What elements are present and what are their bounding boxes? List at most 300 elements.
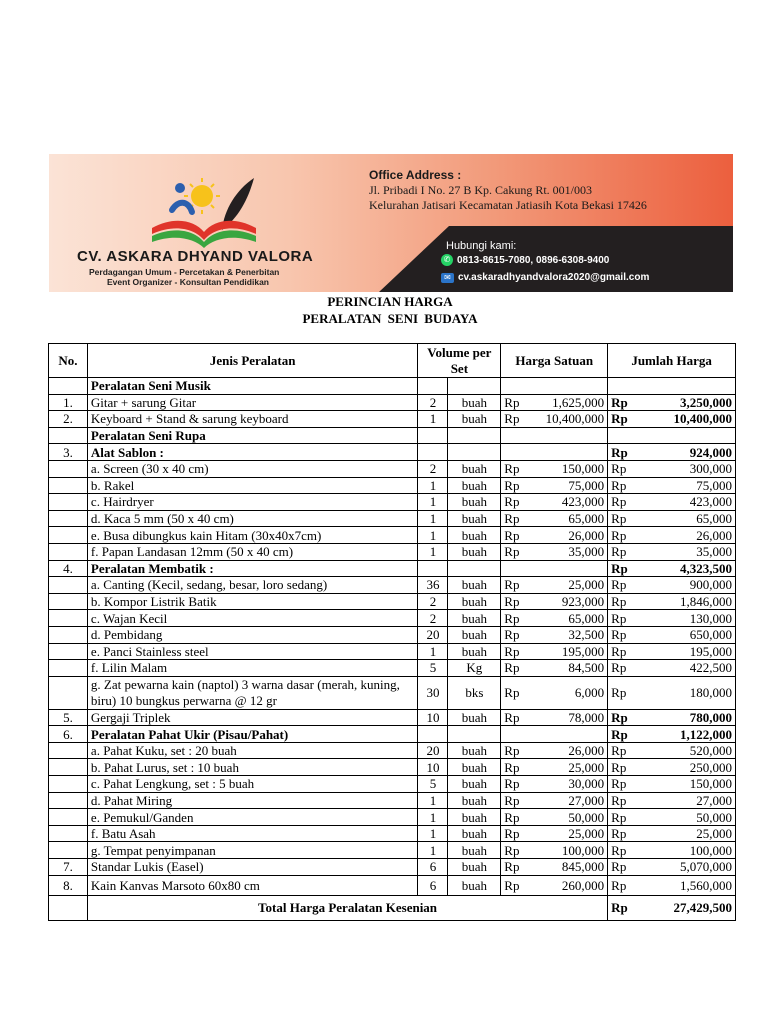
email-address: cv.askaradhyandvalora2020@gmail.com [458,272,650,283]
cell-no-text: 8. [63,877,73,893]
cell-unit-price-value: 25,000 [568,759,605,775]
cell-item [87,626,418,643]
cell-total-price-value: 35,000 [696,544,732,560]
cell-total-price [608,577,736,594]
cell-total-price [608,809,736,826]
cell-unit [448,776,501,793]
cell-unit-price [501,742,608,759]
table-row [49,792,736,809]
cell-total-price-value: 1,846,000 [680,594,732,610]
cell-qty [418,610,448,627]
cell-unit [448,626,501,643]
table-row [49,460,736,477]
cell-total-price-value: 1,560,000 [680,877,732,893]
cell-unit-text: buah [461,709,487,725]
table-row [49,626,736,643]
cell-total-price-value: 300,000 [689,461,732,477]
cell-unit [448,875,501,895]
office-address-line-2: Kelurahan Jatisari Kecamatan Jatiasih Kota Bekasi 17426 [369,198,647,212]
cell-unit [448,411,501,428]
cell-total-price [608,510,736,527]
cell-item [87,378,418,395]
cell-unit-price [501,759,608,776]
company-tagline-2: Event Organizer - Konsultan Pendidikan [107,277,269,287]
cell-item-text: Standar Lukis (Easel) [90,859,204,875]
cell-unit-text: buah [461,759,487,775]
currency-label: Rp [611,477,627,493]
cell-item-text: Peralatan Seni Rupa [90,428,206,444]
cell-unit-text: buah [461,477,487,493]
cell-unit-price [501,676,608,709]
currency-label: Rp [504,527,520,543]
cell-item [87,875,418,895]
cell-qty [418,626,448,643]
table-row [49,676,736,709]
cell-unit-price [501,610,608,627]
cell-qty [418,494,448,511]
header-total-price: Jumlah Harga [608,344,736,378]
table-row [49,477,736,494]
table-row [49,444,736,461]
cell-item-text: c. Pahat Lengkung, set : 5 buah [90,776,255,792]
cell-item [87,543,418,560]
cell-unit [448,477,501,494]
cell-total-price-value: 100,000 [689,842,732,858]
table-row [49,510,736,527]
cell-no [49,895,88,920]
cell-no [49,759,88,776]
cell-item [87,560,418,577]
cell-unit [448,859,501,876]
cell-total-price [608,477,736,494]
cell-unit-price [501,411,608,428]
header-volume: Volume per Set [418,344,501,378]
currency-label: Rp [611,709,628,725]
cell-unit-text: buah [461,859,487,875]
cell-unit-price-value: 195,000 [561,643,605,659]
table-row [49,660,736,677]
currency-label: Rp [611,527,627,543]
cell-unit-text: buah [461,776,487,792]
currency-label: Rp [611,444,628,460]
cell-total-price-value: 5,070,000 [680,859,732,875]
cell-total-price [608,626,736,643]
currency-label: Rp [504,610,520,626]
table-row [49,809,736,826]
cell-no [49,809,88,826]
cell-qty [418,660,448,677]
cell-qty [418,460,448,477]
cell-unit-text: buah [461,826,487,842]
cell-no [49,577,88,594]
cell-qty [418,577,448,594]
header-unit-price: Harga Satuan [501,344,608,378]
cell-unit-text: buah [461,394,487,410]
cell-item-text: Keyboard + Stand & sarung keyboard [90,411,289,427]
cell-unit-price [501,510,608,527]
cell-unit [448,726,501,743]
cell-unit [448,660,501,677]
cell-no [49,792,88,809]
cell-total-price [608,394,736,411]
currency-label: Rp [504,759,520,775]
cell-no-text: 5. [63,709,73,725]
currency-label: Rp [504,776,520,792]
cell-item-text: g. Tempat penyimpanan [90,842,216,858]
cell-qty [418,825,448,842]
cell-item [87,660,418,677]
cell-unit-price [501,875,608,895]
table-row [49,875,736,895]
cell-no-text: 7. [63,859,73,875]
cell-qty-text: 5 [429,776,437,792]
cell-qty-text: 2 [429,394,437,410]
cell-unit [448,842,501,859]
currency-label: Rp [504,842,520,858]
cell-total-price [608,742,736,759]
currency-label: Rp [504,826,520,842]
cell-item [87,411,418,428]
cell-no-text: 1. [63,394,73,410]
table-row [49,411,736,428]
table-row [49,742,736,759]
cell-unit-text: buah [461,577,487,593]
cell-total-price-value: 3,250,000 [680,394,732,410]
cell-qty [418,427,448,444]
cell-unit-text: buah [461,610,487,626]
cell-unit [448,742,501,759]
cell-item [87,792,418,809]
cell-qty [418,444,448,461]
cell-unit-price [501,643,608,660]
cell-unit-price [501,394,608,411]
cell-unit-price [501,543,608,560]
cell-unit [448,444,501,461]
cell-unit [448,494,501,511]
cell-item-text: Alat Sablon : [90,444,164,460]
cell-unit-price-value: 150,000 [561,461,605,477]
cell-no [49,875,88,895]
currency-label: Rp [611,494,627,510]
currency-label: Rp [504,660,520,676]
currency-label: Rp [611,560,628,576]
cell-total-price-value: 520,000 [689,743,732,759]
currency-label: Rp [611,411,628,427]
cell-total-price [608,709,736,726]
cell-unit-price [501,825,608,842]
cell-unit-price-value: 35,000 [568,544,605,560]
cell-total-price-value: 65,000 [696,511,732,527]
cell-unit-price [501,560,608,577]
cell-qty [418,411,448,428]
grand-total-value: 27,429,500 [673,900,732,916]
cell-unit-text: buah [461,627,487,643]
cell-item [87,709,418,726]
cell-unit-text: Kg [466,660,483,676]
cell-unit-price [501,626,608,643]
cell-total-price-value: 27,000 [696,792,732,808]
cell-item-text: e. Pemukul/Ganden [90,809,194,825]
grand-total-cell [608,895,736,920]
cell-no [49,460,88,477]
cell-unit-price-value: 84,500 [568,660,605,676]
cell-unit-text: buah [461,494,487,510]
cell-unit-price [501,577,608,594]
cell-item [87,527,418,544]
cell-no [49,394,88,411]
cell-unit-price [501,527,608,544]
currency-label: Rp [504,627,520,643]
table-body [49,378,736,921]
cell-total-price [608,643,736,660]
cell-item [87,577,418,594]
table-row [49,776,736,793]
cell-no [49,477,88,494]
cell-unit [448,792,501,809]
cell-qty [418,726,448,743]
cell-unit-text: buah [461,527,487,543]
cell-item [87,427,418,444]
cell-no [49,676,88,709]
cell-no [49,543,88,560]
cell-item [87,842,418,859]
table-row [49,560,736,577]
cell-item-text: f. Batu Asah [90,826,156,842]
cell-total-price [608,875,736,895]
cell-unit-text: buah [461,511,487,527]
cell-qty-text: 1 [429,643,437,659]
cell-unit-price-value: 50,000 [568,809,605,825]
currency-label: Rp [611,394,628,410]
cell-unit-price [501,444,608,461]
cell-no [49,378,88,395]
cell-no-text: 4. [63,560,73,576]
cell-unit-price-value: 30,000 [568,776,605,792]
cell-item-text: b. Rakel [90,477,135,493]
cell-item [87,477,418,494]
currency-label: Rp [504,461,520,477]
cell-unit-price-value: 26,000 [568,743,605,759]
cell-total-price-value: 130,000 [689,610,732,626]
cell-unit [448,643,501,660]
table-row [49,859,736,876]
currency-label: Rp [611,809,627,825]
cell-total-price [608,776,736,793]
cell-unit-price-value: 10,400,000 [545,411,605,427]
currency-label: Rp [504,544,520,560]
currency-label: Rp [611,684,627,700]
cell-qty [418,809,448,826]
cell-qty [418,560,448,577]
cell-qty-text: 1 [429,511,437,527]
currency-label: Rp [611,461,627,477]
cell-qty [418,875,448,895]
cell-qty-text: 1 [429,544,437,560]
cell-item-text: f. Papan Landasan 12mm (50 x 40 cm) [90,544,294,560]
currency-label: Rp [611,842,627,858]
cell-item-text: c. Wajan Kecil [90,610,168,626]
cell-unit [448,809,501,826]
currency-label: Rp [611,877,627,893]
currency-label: Rp [504,477,520,493]
cell-item [87,394,418,411]
whatsapp-icon: ✆ [441,254,453,266]
email-icon: ✉ [441,273,454,283]
cell-total-price-value: 195,000 [689,643,732,659]
cell-item [87,859,418,876]
cell-total-price-value: 250,000 [689,759,732,775]
cell-total-price [608,842,736,859]
cell-no [49,842,88,859]
cell-no-text: 3. [63,444,73,460]
table-row [49,610,736,627]
currency-label: Rp [504,859,520,875]
letterhead-banner [49,154,733,292]
cell-unit-price-value: 25,000 [568,826,605,842]
contact-email [441,272,649,283]
contact-phone [441,254,609,266]
cell-item-text: c. Hairdryer [90,494,154,510]
cell-no [49,510,88,527]
cell-unit-price [501,859,608,876]
cell-qty [418,859,448,876]
cell-qty [418,776,448,793]
table-row [49,593,736,610]
cell-total-price [608,543,736,560]
cell-no-text: 2. [63,411,73,427]
table-row [49,394,736,411]
cell-unit-price-value: 27,000 [568,792,605,808]
currency-label: Rp [611,643,627,659]
cell-qty-text: 20 [426,627,440,643]
cell-qty [418,676,448,709]
table-row [49,378,736,395]
cell-unit-price [501,460,608,477]
cell-unit-text: buah [461,461,487,477]
cell-total-price [608,759,736,776]
cell-item-text: a. Pahat Kuku, set : 20 buah [90,743,237,759]
cell-unit-price-value: 65,000 [568,610,605,626]
currency-label: Rp [611,610,627,626]
table-row [49,759,736,776]
cell-qty-text: 10 [426,709,440,725]
cell-unit-price [501,427,608,444]
currency-label: Rp [611,792,627,808]
cell-unit-price [501,776,608,793]
currency-label: Rp [611,743,627,759]
cell-item-text: b. Pahat Lurus, set : 10 buah [90,759,239,775]
cell-no [49,411,88,428]
cell-unit-text: buah [461,594,487,610]
cell-item-text: e. Busa dibungkus kain Hitam (30x40x7cm) [90,527,322,543]
cell-item-text: Peralatan Pahat Ukir (Pisau/Pahat) [90,726,289,742]
cell-item-text: Peralatan Membatik : [90,560,214,576]
cell-total-price-value: 180,000 [689,684,732,700]
cell-unit-price-value: 100,000 [561,842,605,858]
cell-total-price [608,494,736,511]
cell-total-price-value: 780,000 [689,709,732,725]
cell-qty-text: 20 [426,743,440,759]
document-title: PERINCIAN HARGA [327,294,453,309]
cell-unit-price-value: 6,000 [574,684,605,700]
cell-qty [418,527,448,544]
cell-qty [418,378,448,395]
cell-qty-text: 5 [429,660,437,676]
currency-label: Rp [504,684,520,700]
cell-no-text: 6. [63,726,73,742]
cell-item [87,776,418,793]
currency-label: Rp [504,792,520,808]
cell-qty-text: 6 [429,859,437,875]
cell-total-price [608,660,736,677]
cell-qty-text: 2 [429,461,437,477]
currency-label: Rp [611,826,627,842]
cell-qty-text: 36 [426,577,440,593]
cell-unit [448,709,501,726]
currency-label: Rp [504,743,520,759]
table-header-row [49,344,736,378]
cell-qty [418,477,448,494]
cell-no [49,825,88,842]
table-row [49,527,736,544]
currency-label: Rp [504,511,520,527]
cell-unit-text: buah [461,643,487,659]
cell-qty [418,842,448,859]
cell-qty-text: 10 [426,759,440,775]
cell-no [49,726,88,743]
cell-item-text: e. Panci Stainless steel [90,643,209,659]
cell-item [87,510,418,527]
cell-total-price [608,859,736,876]
cell-total-price [608,378,736,395]
cell-no [49,643,88,660]
cell-unit-price [501,709,608,726]
cell-item [87,593,418,610]
cell-unit-price-value: 423,000 [561,494,605,510]
cell-no [49,709,88,726]
cell-item [87,742,418,759]
currency-label: Rp [611,726,628,742]
cell-no [49,527,88,544]
cell-unit [448,394,501,411]
cell-unit-text: buah [461,544,487,560]
table-row [49,577,736,594]
cell-item [87,676,418,709]
cell-unit-text: bks [465,684,484,700]
table-row [49,709,736,726]
currency-label: Rp [611,776,627,792]
cell-unit-text: buah [461,877,487,893]
header-no: No. [49,344,88,378]
cell-unit-price-value: 78,000 [568,709,605,725]
cell-no [49,444,88,461]
cell-no [49,859,88,876]
cell-qty [418,643,448,660]
cell-unit [448,593,501,610]
cell-item [87,809,418,826]
cell-unit [448,577,501,594]
cell-qty-text: 6 [429,877,437,893]
office-address-line-1: Jl. Pribadi I No. 27 B Kp. Cakung Rt. 001/003 [369,183,593,197]
currency-label: Rp [611,511,627,527]
cell-total-price [608,792,736,809]
cell-unit-text: buah [461,842,487,858]
cell-item-text: Kain Kanvas Marsoto 60x80 cm [90,877,260,893]
cell-item [87,460,418,477]
currency-label: Rp [504,577,520,593]
currency-label: Rp [611,859,627,875]
company-name: CV. ASKARA DHYAND VALORA [77,248,314,265]
